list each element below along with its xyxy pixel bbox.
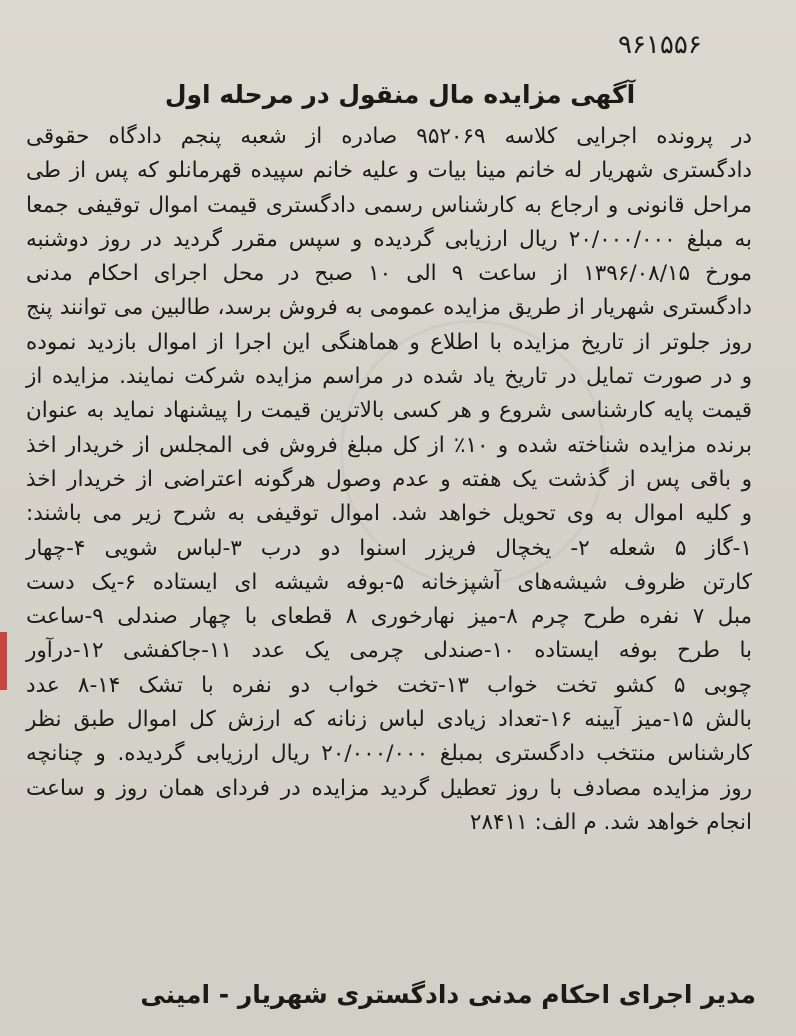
body-line: با طرح بوفه ایستاده ۱۰-صندلی چرمی یک عدد ۱۱-جاکفشی ۱۲-درآور	[26, 638, 752, 664]
body-line: دادگستری شهریار از طریق مزایده عمومی به فروش برسد، طالبین می توانند پنج	[26, 295, 752, 321]
body-line: برنده مزایده شناخته شده و ۱۰٪ از کل مبلغ فروش فی المجلس از خریدار اخذ	[26, 432, 752, 458]
red-margin-mark	[0, 632, 7, 690]
ad-body	[26, 120, 752, 840]
body-line: قیمت پایه کارشناسی شروع و هر کسی بالاترین قیمت را پیشنهاد نماید به عنوان	[26, 398, 752, 424]
body-line: چوبی ۵ کشو تخت خواب ۱۳-تخت خواب دو نفره با تشک ۱۴-۸ عدد	[26, 672, 752, 698]
reference-number: ۹۶۱۵۵۶	[618, 30, 702, 60]
signature-line: مدیر اجرای احکام مدنی دادگستری شهریار - امینی	[140, 980, 756, 1009]
body-line: مراحل قانونی و ارجاع به کارشناس رسمی دادگستری قیمت اموال توقیفی جمعا	[26, 192, 752, 218]
body-line: و در صورت تمایل در تاریخ یاد شده در مراسم مزایده شرکت نمایند. مزایده از	[26, 364, 752, 390]
body-line: و باقی پس از گذشت یک هفته و عدم وصول هرگونه اعتراضی از خریدار اخذ	[26, 466, 752, 492]
ad-title: آگهی مزایده مال منقول در مرحله اول	[164, 80, 636, 109]
body-line: به مبلغ ۲۰/۰۰۰/۰۰۰ ریال ارزیابی گردیده و سپس مقرر گردید در روز دوشنبه	[26, 226, 752, 252]
body-line: روز جلوتر از تاریخ مزایده با اطلاع و هماهنگی این اجرا از اموال بازدید نموده	[26, 329, 752, 355]
body-line: کارشناس منتخب دادگستری بمبلغ ۲۰/۰۰۰/۰۰۰ ریال ارزیابی گردیده. و چنانچه	[26, 741, 752, 767]
body-line: بالش ۱۵-میز آیینه ۱۶-تعداد زیادی لباس زنانه که ارزش کل اموال طبق نظر	[26, 707, 752, 733]
body-line: دادگستری شهریار له خانم مینا بیات و علیه خانم سپیده قهرمانلو که پس از طی	[26, 158, 752, 184]
body-line: روز مزایده مصادف با روز تعطیل گردید مزایده در فردای همان روز و ساعت	[26, 775, 752, 801]
body-line: مبل ۷ نفره طرح چرم ۸-میز نهارخوری ۸ قطعای با چهار صندلی ۹-ساعت	[26, 604, 752, 630]
body-line: و کلیه اموال به وی تحویل خواهد شد. اموال توقیفی به شرح زیر می باشند:	[26, 501, 752, 527]
body-line: در پرونده اجرایی کلاسه ۹۵۲۰۶۹ صادره از شعبه پنجم دادگاه حقوقی	[26, 124, 753, 149]
body-line: انجام خواهد شد. م الف: ۲۸۴۱۱	[469, 809, 752, 835]
body-line: مورخ ۱۳۹۶/۰۸/۱۵ از ساعت ۹ الی ۱۰ صبح در محل اجرای احکام مدنی	[26, 261, 752, 287]
body-line: ۱-گاز ۵ شعله ۲- یخچال فریزر اسنوا دو درب ۳-لباس شویی ۴-چهار	[26, 535, 752, 561]
body-line: کارتن ظروف شیشه‌های آشپزخانه ۵-بوفه شیشه ای ایستاده ۶-یک دست	[26, 569, 752, 595]
